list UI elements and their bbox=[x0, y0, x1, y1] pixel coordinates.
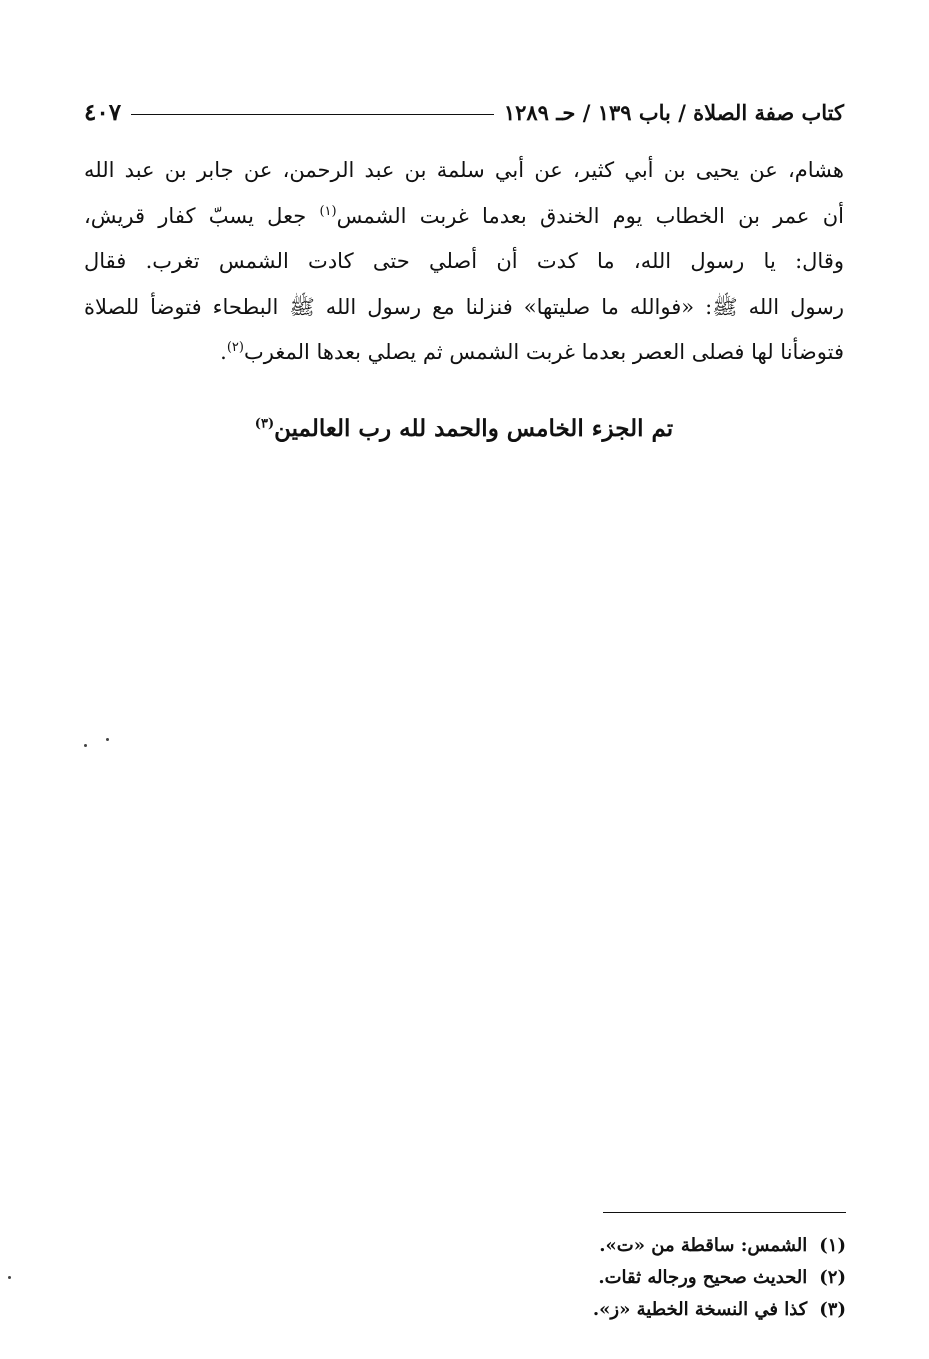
text-line bbox=[84, 194, 844, 240]
scan-speck bbox=[106, 738, 109, 741]
running-header bbox=[84, 96, 844, 128]
footnote-marker: (٢) bbox=[226, 340, 244, 355]
volume-closing-line bbox=[84, 415, 844, 442]
text-line bbox=[84, 285, 844, 331]
text-line bbox=[84, 330, 844, 376]
text-line bbox=[84, 239, 844, 285]
footnote-text: الحديث صحيح ورجاله ثقات. bbox=[598, 1267, 808, 1288]
page-number: ٤٠٧ bbox=[84, 98, 122, 126]
closing-text: تم الجزء الخامس والحمد لله رب العالمين bbox=[274, 415, 674, 442]
running-title: كتاب صفة الصلاة / باب ١٣٩ / حـ ١٢٨٩ bbox=[503, 99, 844, 125]
footnote-text: الشمس: ساقطة من «ت». bbox=[599, 1235, 808, 1256]
footnote-text: كذا في النسخة الخطية «ز». bbox=[592, 1299, 808, 1320]
footnote-number: (١) bbox=[819, 1235, 846, 1256]
line-text: جعل يسبّ كفار قريش، bbox=[84, 203, 320, 228]
line-text: فتوضأنا لها فصلى العصر بعدما غربت الشمس ثم يصلي بعدها المغرب bbox=[243, 340, 844, 364]
footnote bbox=[400, 1230, 846, 1262]
header-rule bbox=[131, 114, 494, 115]
line-text: وقال: يا رسول الله، ما كدت أن أصلي حتى كادت الشمس تغرب. فقال bbox=[84, 249, 844, 273]
footnote-number: (٣) bbox=[819, 1299, 846, 1320]
footnote-separator bbox=[603, 1212, 846, 1213]
scan-speck bbox=[8, 1276, 11, 1279]
footnote bbox=[400, 1262, 846, 1294]
line-text: رسول الله ﷺ: «فوالله ما صليتها» فنزلنا مع رسول الله ﷺ البطحاء فتوضأ للصلاة bbox=[84, 294, 844, 319]
footnote bbox=[400, 1294, 846, 1326]
text-line bbox=[84, 148, 844, 194]
footnotes bbox=[400, 1230, 846, 1326]
hadith-text bbox=[84, 148, 844, 376]
line-text: أن عمر بن الخطاب يوم الخندق بعدما غربت الشمس bbox=[336, 203, 844, 228]
footnote-marker: (١) bbox=[319, 203, 337, 219]
scan-speck bbox=[84, 744, 87, 747]
footnote-number: (٢) bbox=[819, 1267, 846, 1288]
line-text: هشام، عن يحيى بن أبي كثير، عن أبي سلمة بن عبد الرحمن، عن جابر بن عبد الله bbox=[84, 158, 844, 182]
footnote-marker: (٣) bbox=[254, 416, 275, 432]
line-text: . bbox=[220, 340, 227, 364]
